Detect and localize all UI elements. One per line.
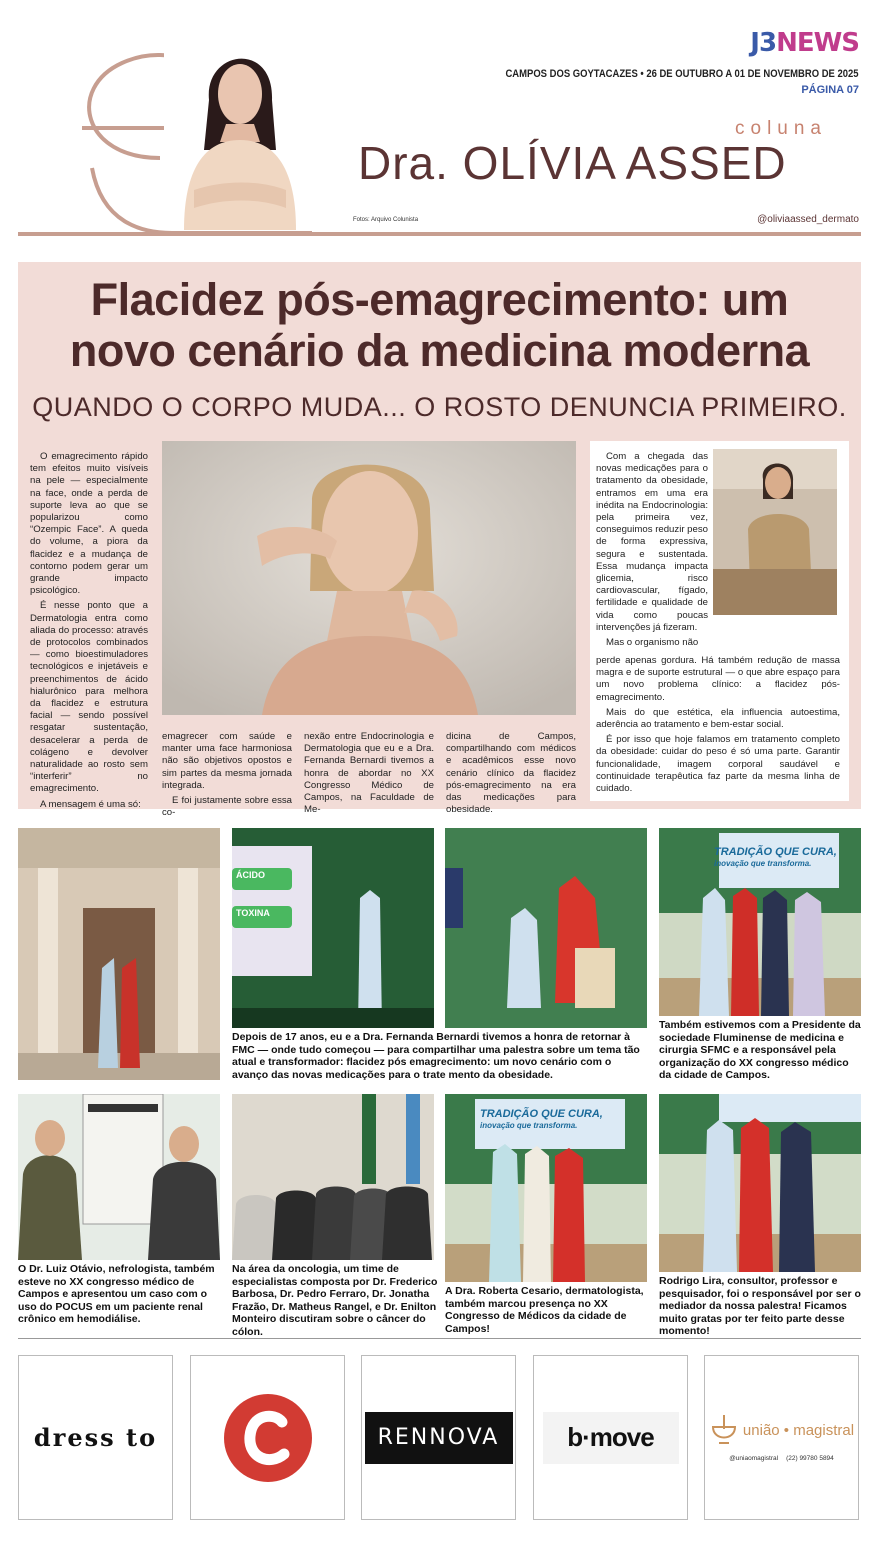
paragraph: Mas o organismo não <box>606 637 699 649</box>
caption-1: Depois de 17 anos, eu e a Dra. Fernanda Bernardi tivemos a honra de retornar à FMC — onde tudo começou — para compartilhar uma palestra sobre um tema tão atual e transformador: flacidez pós emagrecimento: um novo cenário com o avanço das novas medicações para o trate mento da obesidade. <box>232 1031 640 1081</box>
paragraph: A mensagem é uma só: <box>40 798 141 810</box>
bmove-logo: b·move <box>567 1422 654 1452</box>
page-number: PÁGINA 07 <box>801 84 859 96</box>
mortar-icon <box>709 1413 739 1447</box>
photo-lecture-stage <box>232 828 434 1028</box>
uniao-contacts <box>729 1455 834 1462</box>
headline-line-1: Flacidez pós-emagrecimento: um <box>90 274 789 325</box>
caption-2: Também estivemos com a Presidente da sociedade Fluminense de medicina e cirurgia SFMC e a responsável pela organização do XX congresso médico da cidade de Campos. <box>659 1019 861 1082</box>
columnist-portrait <box>164 30 314 230</box>
banner-line-2: inovação que transforma. <box>480 1121 578 1130</box>
column-title: Dra. OLÍVIA ASSED <box>358 137 787 189</box>
dress-to-logo: dress to <box>33 1423 158 1452</box>
banner-text-1 <box>714 846 837 870</box>
coluna-label: coluna <box>735 118 827 139</box>
article-column-4 <box>446 731 576 819</box>
photo-credit: Fotos: Arquivo Colunista <box>353 217 419 223</box>
c-brand-icon <box>222 1392 314 1484</box>
hero-photo-woman-face <box>162 441 576 715</box>
dateline: CAMPOS DOS GOYTACAZES • 26 DE OUTUBRO A 01 DE NOVEMBRO DE 2025 <box>505 68 859 80</box>
paragraph: O emagrecimento rápido tem efeitos muito visíveis na pele — especialmente na face, onde a perda de suporte leva ao que se popularizou como “Ozempic Face”. A queda do volume, a piora da flacidez e a mudança de contorno podem gerar um grande impacto psicológico. <box>30 451 148 597</box>
paragraph: dicina de Campos, compartilhando com médicos e acadêmicos esse novo cenário clínico da flacidez pós-emagrecimento na era das medicações para obesidade. <box>446 731 576 816</box>
photo-oncology-team <box>232 1094 434 1260</box>
brand-j3: J3 <box>750 28 777 58</box>
banner-text-2 <box>480 1108 603 1132</box>
ad-uniao-magistral[interactable] <box>704 1355 859 1520</box>
paragraph: perde apenas gordura. Há também redução de massa magra e de suporte estrutural — o que abre espaço para um novo problema clínico: a flacidez pós-emagrecimento. <box>596 655 840 703</box>
caption-3: O Dr. Luiz Otávio, nefrologista, também esteve no XX congresso médico de Campos e apresentou um caso com o uso do POCUS em um paciente renal crônico em hemodiálise. <box>18 1263 215 1326</box>
article-column-5 <box>596 451 708 652</box>
paragraph: emagrecer com saúde e manter uma face harmoniosa não são objetivos opostos e sim partes da mesma jornada integrada. <box>162 731 292 791</box>
ad-c-logo[interactable] <box>190 1355 345 1520</box>
paragraph: É por isso que hoje falamos em tratamento completo da obesidade: cuidar do peso é só uma parte. Garantir funcionalidade, imagem corporal saudável e continuidade terapêutica faz parte da mesma linha de cuidado. <box>596 734 840 795</box>
instagram-handle[interactable]: @oliviaassed_dermato <box>757 214 859 225</box>
photo-panel-discussion <box>445 828 647 1028</box>
uniao-logo: união • magistral <box>742 1421 855 1439</box>
ad-dress-to[interactable] <box>18 1355 173 1520</box>
paragraph: Mais do que estética, ela influencia autoestima, aderência ao tratamento e bem-estar social. <box>596 706 840 731</box>
article-column-2 <box>162 731 292 822</box>
article-headline <box>18 274 861 376</box>
article-column-6 <box>596 655 840 798</box>
slide-label-toxina: TOXINA <box>236 908 270 918</box>
ad-bmove[interactable] <box>533 1355 688 1520</box>
uniao-social[interactable]: @uniaomagistral <box>729 1455 779 1462</box>
slide-label-acido: ÁCIDO <box>236 870 265 880</box>
photo-fmc-entrance <box>18 828 220 1080</box>
caption-6: Rodrigo Lira, consultor, professor e pesquisador, foi o responsável por ser o mediador da nossa palestra! Ficamos muito gratas por ter feito parte desse momento! <box>659 1275 861 1338</box>
uniao-phone[interactable]: (22) 99780 5894 <box>786 1455 834 1462</box>
paragraph: Com a chegada das novas medicações para o tratamento da obesidade, entramos em uma era inédita na Endocrinologia: pela primeira vez, conseguimos reduzir peso de forma expressiva, segura e sustentada. Essa mudança impacta glicemia, risco cardiovascular, fígado, fertilidade e qualidade de vida como poucas intervenções já fizeram. <box>596 451 708 633</box>
article-column-3 <box>304 731 434 819</box>
bmove-logo-box <box>543 1412 679 1464</box>
photo-nephrologist <box>18 1094 220 1260</box>
paragraph: nexão entre Endocrinologia e Dermatologia que eu e a Dra. Fernanda Bernardi tivemos a honra de abordar no XX Congresso Médico de Campos, na Faculdade de Me- <box>304 731 434 816</box>
banner-line-1: TRADIÇÃO QUE CURA, <box>714 846 837 858</box>
banner-line-2: inovação que transforma. <box>714 859 812 868</box>
rennova-logo: RENNOVA <box>377 1425 500 1450</box>
ads-divider <box>18 1338 861 1339</box>
paragraph: É nesse ponto que a Dermatologia entra como aliada do processo: através de protocolos combinados — como bioestimuladores tecnológicos e injetáveis e preenchimentos de ácido hialurônico para melhora da flacidez e estrutura facial — sendo possível resgatar sustentação, desacelerar a perda de colágeno e devolver naturalidade ao rosto sem “interferir” no emagrecimento. <box>30 600 148 795</box>
rennova-logo-box <box>365 1412 513 1464</box>
photo-seated-doctor <box>713 449 837 615</box>
uniao-logo-row <box>709 1413 854 1447</box>
caption-5: A Dra. Roberta Cesario, dermatologista, também marcou presença no XX Congresso de Médicos da cidade de Campos! <box>445 1285 644 1335</box>
banner-line-1: TRADIÇÃO QUE CURA, <box>480 1108 603 1120</box>
brand-news: NEWS <box>776 28 859 58</box>
paragraph: E foi justamente sobre essa co- <box>162 795 292 819</box>
photo-mediator <box>659 1094 861 1272</box>
ad-rennova[interactable] <box>361 1355 516 1520</box>
caption-4: Na área da oncologia, um time de especialistas composta por Dr. Frederico Barbosa, Dr. Pedro Ferraro, Dr. Jonatha Frazão, Dr. Matheus Rangel, e Dr. Enilton Monteiro discutiram sobre o câncer do cólon. <box>232 1263 438 1338</box>
headline-line-2: novo cenário da medicina moderna <box>69 325 810 376</box>
article-column-1 <box>30 451 148 814</box>
article-subhead: QUANDO O CORPO MUDA... O ROSTO DENUNCIA PRIMEIRO. <box>32 392 847 422</box>
header-rule <box>18 232 861 236</box>
j3news-logo[interactable] <box>750 28 859 58</box>
